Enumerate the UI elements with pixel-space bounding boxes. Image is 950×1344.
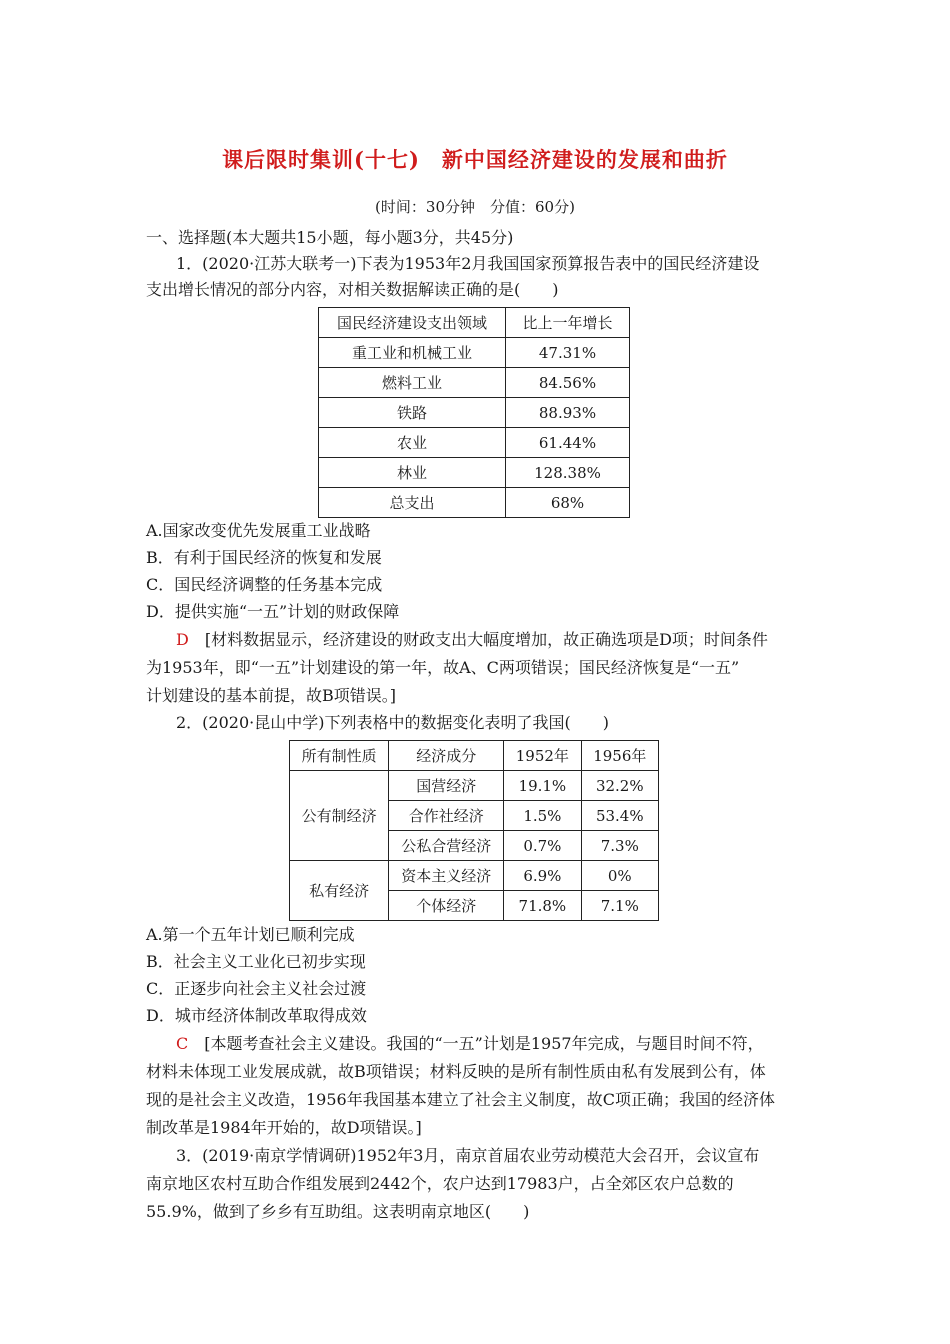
table-cell: 68%: [506, 488, 630, 518]
table-header-cell: 1952年: [504, 741, 581, 771]
table-row: [319, 488, 630, 518]
q3-stem-line3: 55.9%，做到了乡乡有互助组。这表明南京地区( ): [146, 1202, 530, 1221]
section-heading: 一、选择题(本大题共15小题，每小题3分，共45分): [146, 228, 514, 247]
table-cell: 重工业和机械工业: [319, 338, 506, 368]
table-cell: 资本主义经济: [389, 861, 504, 891]
q1-option-b: B．有利于国民经济的恢复和发展: [146, 548, 382, 567]
q2-option-b: B．社会主义工业化已初步实现: [146, 952, 366, 971]
table-row: [319, 338, 630, 368]
table-cell: 铁路: [319, 398, 506, 428]
table-row: [319, 428, 630, 458]
q1-explanation-line3: 计划建设的基本前提，故B项错误。]: [146, 686, 397, 705]
table-cell: 128.38%: [506, 458, 630, 488]
table-cell: 农业: [319, 428, 506, 458]
q2-explanation-line2: 材料未体现工业发展成就，故B项错误；材料反映的是所有制性质由私有发展到公有，体: [146, 1062, 766, 1081]
table-group-cell: 公有制经济: [290, 771, 389, 861]
q2-explanation-line1: [176, 1034, 844, 1054]
q1-explanation-line2: 为1953年，即“一五”计划建设的第一年，故A、C两项错误；国民经济恢复是“一五”: [146, 658, 740, 677]
q2-option-d: D．城市经济体制改革取得成效: [146, 1006, 367, 1025]
q1-table: [318, 307, 630, 518]
table-cell: 公私合营经济: [389, 831, 504, 861]
table-header-cell: 国民经济建设支出领域: [319, 308, 506, 338]
table-cell: 1.5%: [504, 801, 581, 831]
q1-stem-line2: 支出增长情况的部分内容，对相关数据解读正确的是( ): [146, 280, 559, 299]
q1-answer-letter: D: [176, 630, 189, 649]
table-cell: 88.93%: [506, 398, 630, 428]
table-cell: 0.7%: [504, 831, 581, 861]
q3-stem-line1: 3．(2019·南京学情调研)1952年3月，南京首届农业劳动模范大会召开，会议宣布: [176, 1146, 760, 1165]
table-cell: 总支出: [319, 488, 506, 518]
table-cell: 53.4%: [581, 801, 658, 831]
table-cell: 国营经济: [389, 771, 504, 801]
q1-option-a: A.国家改变优先发展重工业战略: [146, 521, 371, 540]
table-cell: 合作社经济: [389, 801, 504, 831]
table-cell: 个体经济: [389, 891, 504, 921]
q1-explanation-line1: [176, 630, 844, 650]
table-header-row: [290, 741, 659, 771]
table-cell: 6.9%: [504, 861, 581, 891]
table-row: [319, 458, 630, 488]
table-cell: 7.1%: [581, 891, 658, 921]
q2-option-a: A.第一个五年计划已顺利完成: [146, 925, 355, 944]
table-cell: 61.44%: [506, 428, 630, 458]
q1-option-d: D．提供实施“一五”计划的财政保障: [146, 602, 400, 621]
table-cell: 燃料工业: [319, 368, 506, 398]
table-cell: 19.1%: [504, 771, 581, 801]
q3-stem-line2: 南京地区农村互助合作组发展到2442个，农户达到17983户，占全郊区农户总数的: [146, 1174, 734, 1193]
q1-stem-line1: 1．(2020·江苏大联考一)下表为1953年2月我国国家预算报告表中的国民经济建设: [176, 254, 760, 273]
q1-explanation-text: [材料数据显示，经济建设的财政支出大幅度增加，故正确选项是D项；时间条件: [188, 630, 768, 649]
q2-stem-line1: 2．(2020·昆山中学)下列表格中的数据变化表明了我国( ): [176, 713, 609, 732]
table-row: [319, 398, 630, 428]
q2-explanation-text: [本题考查社会主义建设。我国的“一五”计划是1957年完成，与题目时间不符，: [188, 1034, 764, 1053]
table-cell: 47.31%: [506, 338, 630, 368]
table-cell: 林业: [319, 458, 506, 488]
q2-explanation-line4: 制改革是1984年开始的，故D项错误。]: [146, 1118, 422, 1137]
table-cell: 71.8%: [504, 891, 581, 921]
page-title: 课后限时集训(十七) 新中国经济建设的发展和曲折: [222, 147, 728, 172]
q2-answer-letter: C: [176, 1034, 189, 1053]
q2-table: [289, 740, 659, 921]
table-row: [319, 368, 630, 398]
table-cell: 84.56%: [506, 368, 630, 398]
table-cell: 0%: [581, 861, 658, 891]
table-header-cell: 1956年: [581, 741, 658, 771]
table-header-cell: 比上一年增长: [506, 308, 630, 338]
q2-explanation-line3: 现的是社会主义改造，1956年我国基本建立了社会主义制度，故C项正确；我国的经济体: [146, 1090, 775, 1109]
q1-option-c: C．国民经济调整的任务基本完成: [146, 575, 383, 594]
q2-option-c: C．正逐步向社会主义社会过渡: [146, 979, 367, 998]
table-header-cell: 所有制性质: [290, 741, 389, 771]
table-group-cell: 私有经济: [290, 861, 389, 921]
table-header-row: [319, 308, 630, 338]
table-row: [290, 771, 659, 801]
table-cell: 7.3%: [581, 831, 658, 861]
table-header-cell: 经济成分: [389, 741, 504, 771]
time-score-info: (时间：30分钟 分值：60分): [375, 198, 575, 216]
table-cell: 32.2%: [581, 771, 658, 801]
table-row: [290, 861, 659, 891]
